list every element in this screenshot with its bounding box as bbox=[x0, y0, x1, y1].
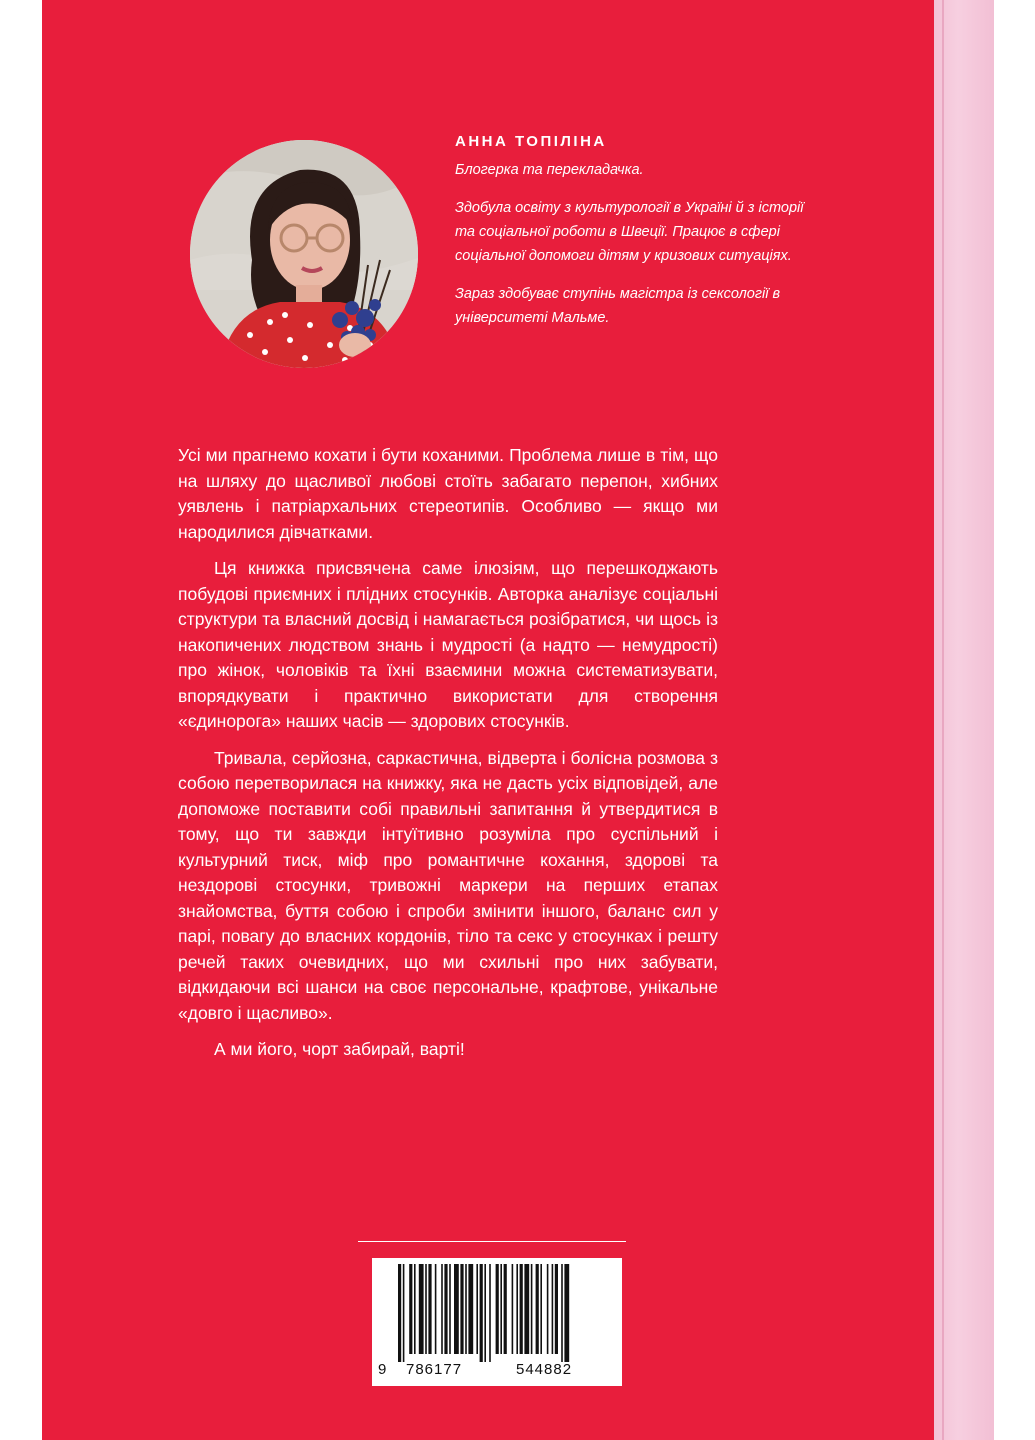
barcode-bar bbox=[449, 1264, 451, 1354]
barcode-bar bbox=[480, 1264, 483, 1362]
barcode-bar bbox=[500, 1264, 502, 1354]
barcode-bar bbox=[531, 1264, 533, 1354]
isbn-barcode bbox=[372, 1258, 622, 1386]
description-paragraph-4: А ми його, чорт забирай, варті! bbox=[214, 1039, 465, 1059]
barcode-bar bbox=[454, 1264, 459, 1354]
barcode-bar bbox=[561, 1264, 563, 1362]
barcode-bar bbox=[465, 1264, 467, 1354]
barcode-bar bbox=[409, 1264, 412, 1354]
barcode-bar bbox=[512, 1264, 514, 1354]
author-current-study: Зараз здобуває ступінь магістра із сексології в університеті Мальме. bbox=[455, 286, 781, 326]
author-education: Здобула освіту з культурології в Україні й з історії та соціальної роботи в Швеції. Працює в сфері соціальної допомоги дітям у кризових ситуаціях. bbox=[455, 200, 804, 264]
barcode-bar bbox=[476, 1264, 478, 1354]
barcode-bars bbox=[372, 1258, 622, 1364]
barcode-bar bbox=[484, 1264, 486, 1362]
barcode-bar bbox=[524, 1264, 529, 1354]
barcode-bar bbox=[536, 1264, 539, 1354]
barcode-bar bbox=[489, 1264, 491, 1362]
barcode-bar bbox=[428, 1264, 431, 1354]
barcode-bar bbox=[435, 1264, 437, 1354]
barcode-bar bbox=[460, 1264, 463, 1354]
author-photo bbox=[190, 140, 418, 368]
author-role: Блогерка та перекладачка. bbox=[455, 162, 644, 178]
barcode-bar bbox=[504, 1264, 507, 1354]
description-paragraph-2: Ця книжка присвячена саме ілюзіям, що перешкоджають побудові приємних і плідних стосунків. Авторка аналізує соціальні структури та власний досвід і намагається розібратися, чи щось із накопичених людством знань і мудрості (а надто — немудрості) про жінок, чоловіків та їхні взаємини можна систематизувати, впорядкувати і практично використати для створення «єдинорога» наших часів — здорових стосунків. bbox=[178, 558, 718, 731]
barcode-left-digits: 786177 bbox=[406, 1361, 463, 1378]
barcode-bar bbox=[444, 1264, 447, 1354]
barcode-bar bbox=[540, 1264, 542, 1354]
barcode-bar bbox=[468, 1264, 473, 1354]
barcode-bar bbox=[552, 1264, 554, 1354]
barcode-right-digits: 544882 bbox=[516, 1361, 573, 1378]
description-paragraph-3: Тривала, серйозна, саркастична, відверта і болісна розмова з собою перетворилася на книжку, яка не дасть усіх відповідей, але допоможе поставити собі правильні запитання й утвердитися в тому, що ти завжди інтуїтивно розуміла про суспільний і культурний тиск, міф про романтичне кохання, здорові та нездорові стосунки, тривожні маркери на перших етапах знайомства, буття собою і спроби змінити іншого, баланс сил у парі, повагу до власних кордонів, тіло та секс у стосунках і решту речей таких очевидних, що ми схильні про них забувати, відкидаючи всі шанси на своє персональне, крафтове, унікальне «довго і щасливо». bbox=[178, 747, 718, 1023]
barcode-bar bbox=[555, 1264, 558, 1354]
author-portrait-illustration bbox=[190, 140, 418, 368]
barcode-bar bbox=[564, 1264, 569, 1362]
barcode-bar bbox=[425, 1264, 427, 1354]
barcode-bar bbox=[398, 1264, 401, 1362]
barcode-bar bbox=[520, 1264, 523, 1354]
divider-line bbox=[358, 1241, 626, 1242]
barcode-bar bbox=[419, 1264, 424, 1354]
barcode-bar bbox=[441, 1264, 443, 1354]
barcode-lead-digit: 9 bbox=[378, 1361, 388, 1378]
barcode-bar bbox=[496, 1264, 499, 1354]
author-bio bbox=[455, 130, 815, 344]
barcode-bar bbox=[516, 1264, 518, 1354]
description-paragraph-1: Усі ми прагнемо кохати і бути коханими. Проблема лише в тім, що на шляху до щасливої любові стоїть забагато перепон, хибних уявлень і патріархальних стереотипів. Особливо — якщо ми народилися дівчатками. bbox=[178, 445, 718, 542]
spine-fold-line bbox=[942, 0, 944, 1440]
barcode-bar bbox=[547, 1264, 549, 1354]
book-description bbox=[178, 443, 718, 1074]
barcode-bar bbox=[403, 1264, 405, 1362]
barcode-digits bbox=[372, 1361, 622, 1383]
author-name: АННА ТОПІЛІНА bbox=[455, 133, 607, 150]
barcode-bar bbox=[414, 1264, 416, 1354]
